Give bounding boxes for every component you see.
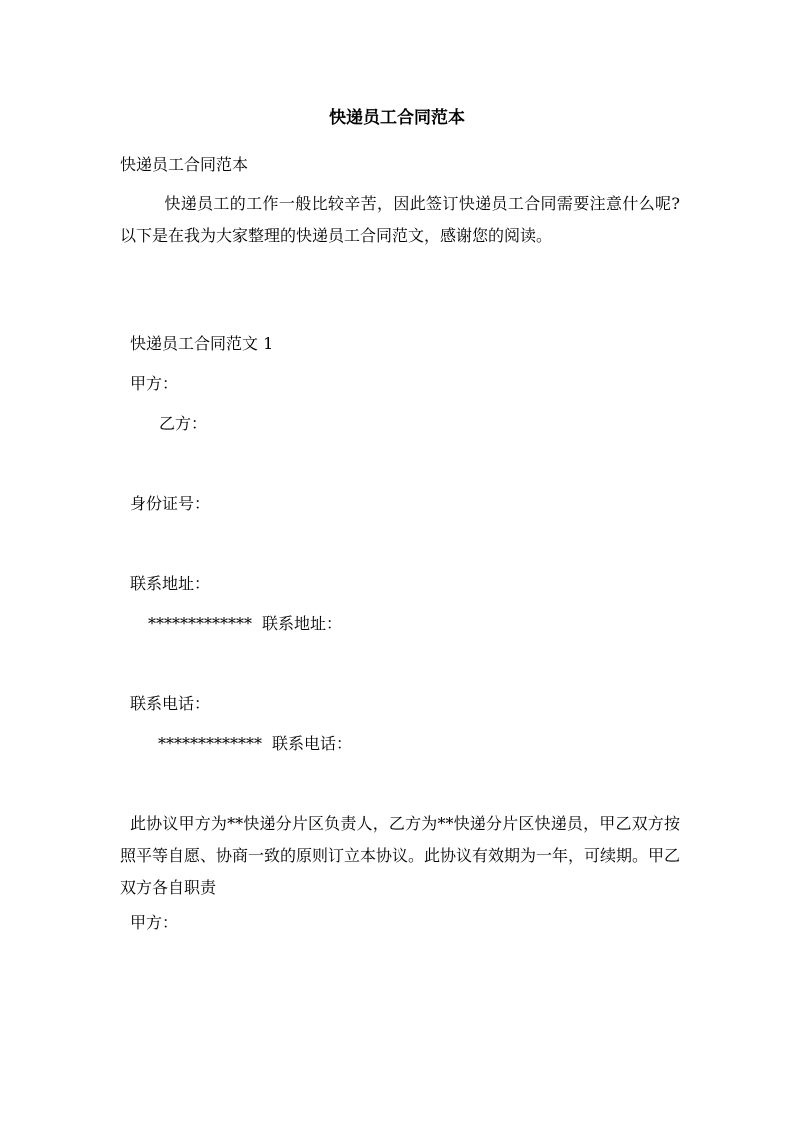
phone-mask: ************* <box>158 734 262 753</box>
party-a-label-2: 甲方： <box>130 913 179 932</box>
document-title: 快递员工合同范本 <box>329 108 465 128</box>
intro-text: 快递员工的工作一般比较辛苦，因此签订快递员工合同需要注意什么呢?以下是在我为大家整理的快递员工合同范文，感谢您的阅读。 <box>120 194 680 245</box>
phone-line-label: 联系电话： <box>272 734 353 753</box>
address-line-label: 联系地址： <box>262 614 343 633</box>
address-mask: ************* <box>148 614 252 633</box>
intro-paragraph <box>120 188 680 252</box>
document-subtitle: 快递员工合同范本 <box>120 155 249 174</box>
party-a-label: 甲方： <box>130 374 179 393</box>
agreement-paragraph: 此协议甲方为**快递分片区负责人，乙方为**快递分片区快递员，甲乙双方按照平等自愿、协商一致的原则订立本协议。此协议有效期为一年，可续期。甲乙双方各自职责 <box>120 814 681 897</box>
address-line <box>148 614 342 634</box>
section-heading: 快递员工合同范文 1 <box>130 334 274 353</box>
phone-line <box>158 734 352 754</box>
id-number-label: 身份证号： <box>130 494 211 513</box>
phone-label: 联系电话： <box>130 694 211 713</box>
party-b-label: 乙方： <box>159 414 208 433</box>
address-label: 联系地址： <box>130 574 211 593</box>
